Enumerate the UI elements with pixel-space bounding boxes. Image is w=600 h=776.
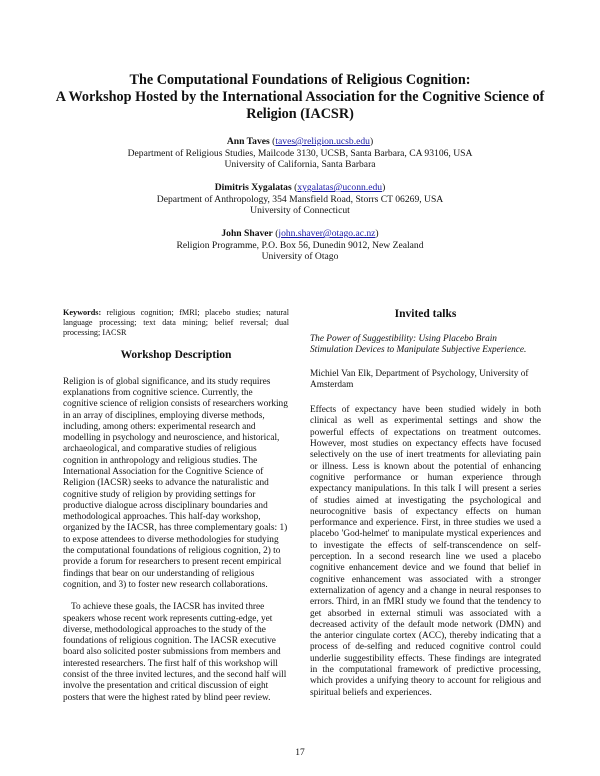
keywords-label: Keywords: [63,308,102,317]
left-column [63,308,289,704]
author-block-taves: Ann Taves (taves@religion.ucsb.edu) Department of Religious Studies, Mailcode 3130, UCSB, Santa Barbara, CA 93106, USA University of California, Santa Barbara [40,136,560,171]
paper-title [40,72,560,123]
right-column [310,308,541,699]
author-affiliation: Department of Anthropology, 354 Mansfield Road, Storrs CT 06269, USA [156,193,444,205]
author-email-link[interactable]: john.shaver@otago.ac.nz [278,228,376,239]
workshop-paragraph-2: To achieve these goals, the IACSR has invited three speakers whose recent work represents cutting-edge, yet diverse, methodological approaches to the study of the foundations of religious cognition. The IACSR executive board also solicited poster submissions from members and interested researchers. The first half of this workshop will consist of the three invited lectures, and the second half will involve the presentation and critical discussion of eight posters that were the highest rated by blind peer review. [63,602,287,703]
author-university: University of California, Santa Barbara [224,159,376,170]
keywords-text: religious cognition; fMRI; placebo studies; natural language processing; text data mining; belief reversal; dual processing; IACSR [63,308,290,338]
author-email-link[interactable]: taves@religion.ucsb.edu [275,136,370,147]
author-affiliation: Department of Religious Studies, Mailcode 3130, UCSB, Santa Barbara, CA 93106, USA [127,147,473,159]
section-heading-invited-talks: Invited talks [394,308,457,320]
workshop-paragraph-1: Religion is of global significance, and its study requires explanations from cognitive science. Currently, the cognitive science of religion consists of researchers working in an array of disciplines, employing diverse methods, including, among others: experimental research and modelling in psychology and neuroscience, and historical, archaeological, and comparative studies of religious cognition in anthropology and religious studies. The International Association for the Cognitive Science of Religion (IACSR) seeks to advance the naturalistic and cognitive study of religion by providing settings for productive dialogue across disciplinary boundaries and methodological approaches. This half-day workshop, organized by the IACSR, has three complementary goals: 1) to expose attendees to diverse methodologies for studying the computational foundations of religious cognition, 2) to provide a forum for researchers to present recent empirical findings that bear on our understanding of religious cognition, and 3) to foster new research collaborations. [63,376,288,590]
talk-abstract: Effects of expectancy have been studied widely in both clinical as well as experimental settings and show the powerful effects of expectations on treatment outcomes. However, most studies on expectancy effects have focused selectively on the use of inert treatments for alleviating pain or illness. Less is known about the potential of enhancing cognitive performance or human experience through expectancy manipulations. In this talk I will present a series of studies aimed at investigating the psychological and neurocognitive basis of expectancy effects on human performance and experience. First, in three studies we used a placebo 'God-helmet' to manipulate mystical experiences and to investigate the effects of self-transcendence on self-perception. In a second research line we used a placebo cognitive enhancement device and we found that belief in cognitive enhancement was associated with a stronger externalization of agency and a change in neural responses to errors. Third, in an fMRI study we found that the tendency to get absorbed in external stimuli was associated with a decreased activity of the default mode network (DMN) and the anterior cingulate cortex (ACC), thereby indicating that a process of de-selfing and reduced cognitive control could underlie suggestibility effects. These findings are integrated in the computational framework of predictive processing, which provides a unifying theory to account for religious and spiritual beliefs and experiences. [310,405,541,698]
section-heading-workshop: Workshop Description [120,348,232,361]
talk-speaker: Michiel Van Elk, Department of Psychology, University of Amsterdam [310,368,529,390]
title-line-3: Religion (IACSR) [246,106,354,122]
author-email-link[interactable]: xygalatas@uconn.edu [297,182,383,193]
title-line-1: The Computational Foundations of Religious Cognition: [129,72,471,88]
author-affiliation: Religion Programme, P.O. Box 56, Dunedin 9012, New Zealand [176,239,424,251]
author-block-xygalatas: Dimitris Xygalatas (xygalatas@uconn.edu) Department of Anthropology, 354 Mansfield Road, Storrs CT 06269, USA University of Connecticut [40,182,560,217]
author-name: John Shaver [221,228,273,239]
author-university: University of Otago [261,251,339,262]
author-name: Dimitris Xygalatas [214,182,292,193]
author-name: Ann Taves [226,136,270,147]
page-number: 17 [295,748,305,758]
talk-title: The Power of Suggestibility: Using Placebo Brain Stimulation Devices to Manipulate Subjective Experience. [310,334,527,356]
keywords [63,308,289,339]
author-university: University of Connecticut [250,205,350,216]
title-line-2: A Workshop Hosted by the International Association for the Cognitive Science of [55,89,545,105]
author-block-shaver: John Shaver (john.shaver@otago.ac.nz) Religion Programme, P.O. Box 56, Dunedin 9012, New Zealand University of Otago [40,228,560,263]
